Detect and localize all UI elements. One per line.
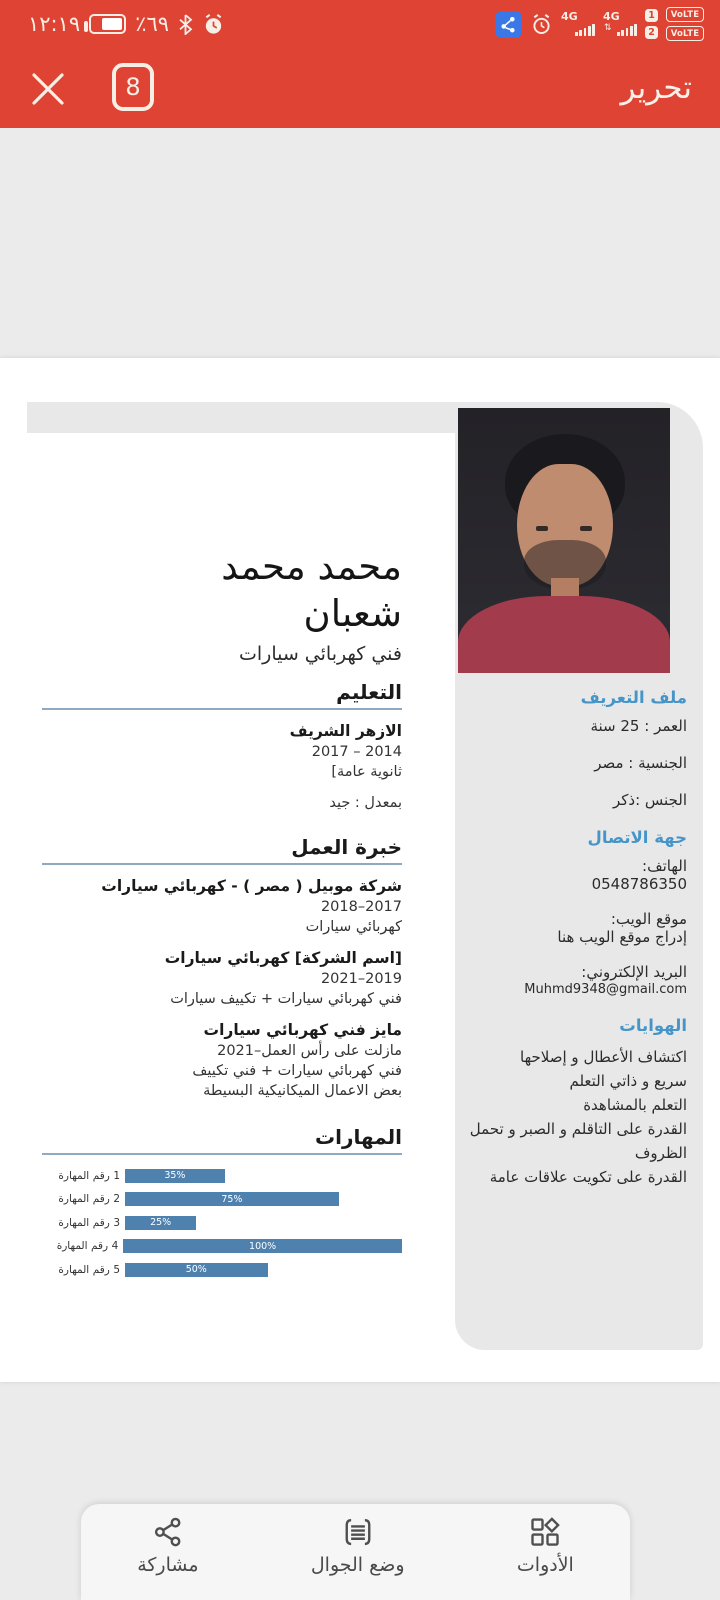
cv-sidebar-column <box>455 688 703 1189</box>
signal-4g-sim2-icon: 4G ⇅ <box>603 10 637 38</box>
page-title: تحرير <box>620 70 692 106</box>
battery-percent: ٪٦٩ <box>135 12 170 36</box>
section-heading-skills: المهارات <box>42 1125 402 1155</box>
skill-bar <box>125 1263 268 1277</box>
contact-groups <box>465 857 687 999</box>
sidebar-heading-hobbies: الهوايات <box>619 1016 687 1035</box>
education-grade: بمعدل : جيد <box>329 795 402 811</box>
skill-label: المهارة رقم 4 <box>56 1240 119 1253</box>
sim1-badge: 1 <box>645 9 658 22</box>
tab-count: 8 <box>125 73 141 101</box>
skill-percent-label: 75% <box>221 1193 243 1205</box>
bottom-toolbar <box>81 1504 630 1600</box>
cv-main-column <box>42 543 402 1282</box>
job-description: كهربائي سيارات <box>305 919 402 935</box>
hobby-item: سريع و ذاتي التعلم <box>569 1072 687 1090</box>
toolbar-item-tools[interactable] <box>517 1517 574 1576</box>
skill-bar <box>125 1169 225 1183</box>
job-entry: مايز فني كهربائي سيارات 2021– مازلت على رأس العمل فني كهربائي سيارات + فني تكييف بعض الاعمال الميكانيكية البسيطة <box>42 1020 402 1101</box>
contact-label: موقع الويب: <box>610 910 687 928</box>
hobby-item: اكتشاف الأعطال و إصلاحها <box>520 1048 687 1066</box>
skill-percent-label: 50% <box>185 1264 207 1276</box>
sim2-badge: 2 <box>645 26 658 39</box>
share-icon <box>153 1517 183 1547</box>
cv-job-title: فني كهربائي سيارات <box>238 643 402 665</box>
app-bar <box>0 48 720 128</box>
contact-item <box>465 857 687 893</box>
status-left-cluster <box>28 12 225 36</box>
job-description: بعض الاعمال الميكانيكية البسيطة <box>203 1083 402 1099</box>
skill-label: المهارة رقم 5 <box>58 1263 120 1276</box>
alarm-clock-icon <box>202 13 225 36</box>
job-title: مايز فني كهربائي سيارات <box>203 1021 402 1039</box>
contact-item <box>465 910 687 946</box>
contact-label: الهاتف: <box>642 857 687 875</box>
tools-icon <box>530 1517 560 1547</box>
job-title: [اسم الشركة] كهربائي سيارات <box>164 949 402 967</box>
battery-icon <box>89 14 126 34</box>
contact-value: إدراج موقع الويب هنا <box>557 928 687 946</box>
job-dates: 2021– <box>217 1043 262 1059</box>
sidebar-heading-profile: ملف التعريف <box>580 688 687 707</box>
skill-row <box>42 1164 402 1188</box>
status-right-cluster <box>495 7 704 41</box>
skill-bar <box>125 1216 196 1230</box>
skill-percent-label: 25% <box>150 1217 172 1229</box>
clock-text: ١٢:١٩ <box>28 12 81 36</box>
job-entry <box>42 948 402 1009</box>
profile-row: العمر : 25 سنة <box>590 717 687 735</box>
signal-4g-sim1-icon: 4G <box>561 10 595 38</box>
skills-bar-chart <box>42 1164 402 1282</box>
contact-value: Muhmd9348@gmail.com <box>524 982 687 997</box>
skill-percent-label: 100% <box>249 1240 277 1252</box>
profile-row: الجنس :ذكر <box>613 791 687 809</box>
section-heading-education: التعليم <box>42 680 402 710</box>
battery-fill <box>102 18 122 30</box>
education-institution: الازهر الشريف <box>289 722 402 740</box>
profile-row: الجنسية : مصر <box>594 754 687 772</box>
job-description: فني كهربائي سيارات + تكييف سيارات <box>170 991 402 1007</box>
hobby-item: التعلم بالمشاهدة <box>583 1096 687 1114</box>
close-icon <box>28 69 68 109</box>
skill-row <box>42 1235 402 1259</box>
profile-rows <box>465 717 687 810</box>
toolbar-item-mobile-mode[interactable] <box>311 1517 405 1576</box>
cv-document-page[interactable] <box>0 358 720 1382</box>
skill-row <box>42 1258 402 1282</box>
hobbies-list <box>465 1045 687 1189</box>
tab-count-badge[interactable] <box>112 63 154 111</box>
mobile-mode-icon <box>343 1517 373 1547</box>
status-bar <box>0 0 720 48</box>
sim-indicators <box>645 9 658 39</box>
alarm-clock-icon <box>530 13 553 36</box>
section-heading-experience: خبرة العمل <box>42 835 402 865</box>
skill-label: المهارة رقم 3 <box>58 1216 120 1229</box>
job-dates: 2018–2017 <box>320 899 402 915</box>
volte-badge-2: VoLTE <box>666 26 704 41</box>
close-button[interactable] <box>28 69 68 109</box>
hobby-item: القدرة على تكويت علاقات عامة <box>489 1168 687 1186</box>
skill-label: المهارة رقم 2 <box>58 1193 120 1206</box>
toolbar-label: الأدوات <box>516 1554 574 1576</box>
skill-percent-label: 35% <box>164 1170 186 1182</box>
share-app-icon <box>495 11 522 38</box>
job-description: فني كهربائي سيارات + فني تكييف <box>192 1063 402 1079</box>
sidebar-heading-contact: جهة الاتصال <box>587 828 687 847</box>
bluetooth-icon <box>178 14 193 35</box>
contact-item <box>465 963 687 999</box>
job-title: شركة موبيل ( مصر ) - كهربائي سيارات <box>101 877 402 895</box>
profile-photo <box>458 408 670 673</box>
skill-row <box>42 1211 402 1235</box>
hobby-item: القدرة على التاقلم و الصبر و تحمل الظروف <box>469 1120 687 1162</box>
education-degree: ثانوية عامة] <box>331 764 402 780</box>
skill-label: المهارة رقم 1 <box>58 1169 120 1182</box>
education-dates: 2017 – 2014 <box>311 744 402 760</box>
volte-indicators <box>666 7 704 41</box>
cv-name: محمد محمد شعبان <box>221 545 402 635</box>
education-entry <box>42 721 402 811</box>
contact-value: 0548786350 <box>591 875 687 893</box>
skill-row <box>42 1188 402 1212</box>
skill-bar <box>123 1239 402 1253</box>
job-dates: 2021–2019 <box>320 971 402 987</box>
toolbar-item-share[interactable] <box>137 1517 198 1576</box>
volte-badge-1: VoLTE <box>666 7 704 22</box>
job-entry <box>42 876 402 937</box>
contact-label: البريد الإلكتروني: <box>581 963 687 981</box>
toolbar-label: مشاركة <box>137 1554 199 1576</box>
skill-bar <box>125 1192 339 1206</box>
toolbar-label: وضع الجوال <box>310 1554 405 1576</box>
